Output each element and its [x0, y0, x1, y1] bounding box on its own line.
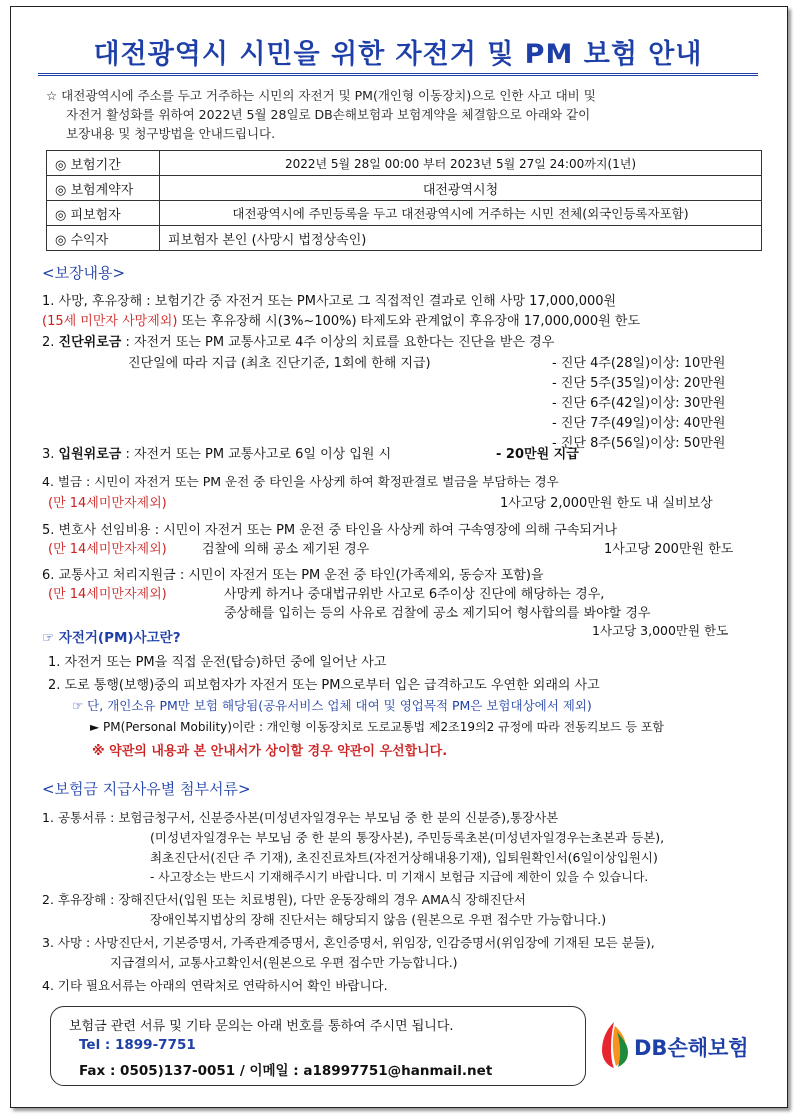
info-label: ◎ 보험기간 [47, 151, 160, 176]
db-insurance-logo [598, 1020, 768, 1070]
intro-paragraph [46, 86, 746, 143]
document-item: 최초진단서(진단 주 기재), 초진진료차트(자전거상해내용기재), 입퇴원확인서(6일이상입원시) [150, 850, 658, 865]
coverage-item: 6. 교통사고 처리지원금 : 시민이 자전거 또는 PM 운전 중 타인(가족제외, 동승자 포함)을 [42, 568, 544, 583]
coverage-text: 중상해를 입히는 등의 사유로 검찰에 공소 제기되어 형사합의를 봐야할 경우 [224, 606, 651, 621]
contact-tel[interactable]: Tel : 1899-7751 [79, 1037, 196, 1053]
coverage-text: : 자전거 또는 PM 교통사고로 6일 이상 입원 시 [121, 447, 392, 462]
diagnosis-tier: - 진단 8주(56일)이상: 50만원 [552, 436, 726, 451]
db-logo-icon [598, 1020, 632, 1070]
diagnosis-tier: - 진단 4주(28일)이상: 10만원 [552, 356, 726, 371]
coverage-text: 검찰에 의해 공소 제기된 경우 [202, 542, 370, 557]
contact-intro: 보험금 관련 서류 및 기타 문의는 아래 번호를 통하여 주시면 됩니다. [69, 1019, 454, 1034]
intro-line: ☆ 대전광역시에 주소를 두고 거주하는 시민의 자전거 및 PM(개인형 이동장치)으로 인한 사고 대비 및 [46, 88, 596, 103]
age-exclusion-note: (만 14세미만자제외) [48, 587, 167, 602]
item-number: 3. [42, 447, 59, 462]
item-title: 입원위로금 [58, 447, 122, 462]
document-item: 3. 사망 : 사망진단서, 기본증명서, 가족관계증명서, 혼인증명서, 위임장, 인감증명서(위임장에 기재된 모든 분들), [42, 935, 655, 950]
coverage-text: 진단일에 따라 지급 (최초 진단기준, 1회에 한해 지급) [128, 356, 431, 371]
pm-accident-heading: ☞ 자전거(PM)사고란? [42, 630, 181, 646]
age-exclusion-note: (만 14세미만자제외) [48, 542, 167, 557]
coverage-amount: 1사고당 3,000만원 한도 [592, 623, 729, 638]
info-value: 피보험자 본인 (사망시 법정상속인) [160, 226, 762, 251]
intro-line: 자전거 활성화를 위하여 2022년 5월 28일로 DB손해보험과 보험계약을 체결함으로 아래와 같이 [66, 107, 591, 122]
info-label: ◎ 수익자 [47, 226, 160, 251]
age-exclusion-note: (15세 미만자 사망제외) [42, 314, 178, 329]
info-value: 대전광역시청 [160, 176, 762, 201]
item-title: 진단위로금 [58, 335, 122, 350]
diagnosis-tier: - 진단 5주(35일)이상: 20만원 [552, 376, 726, 391]
insurance-info-table [46, 150, 762, 251]
coverage-amount: 1사고당 200만원 한도 [604, 542, 734, 557]
coverage-amount: - 20만원 지급 [496, 447, 579, 462]
info-value: 대전광역시에 주민등록을 두고 대전광역시에 거주하는 시민 전체(외국인등록자포함) [160, 201, 762, 226]
documents-heading: <보험금 지급사유별 첨부서류> [42, 780, 251, 798]
intro-line: 보장내용 및 청구방법을 안내드립니다. [66, 126, 276, 141]
table-row [47, 201, 762, 226]
info-value: 2022년 5월 28일 00:00 부터 2023년 5월 27일 24:00까지(1년) [160, 151, 762, 176]
document-item: 2. 후유장해 : 장해진단서(입원 또는 치료병원), 다만 운동장해의 경우 AMA식 장해진단서 [42, 892, 526, 907]
logo-text: DB손해보험 [634, 1036, 749, 1060]
age-exclusion-note: (만 14세미만자제외) [48, 496, 167, 511]
info-label: ◎ 보험계약자 [47, 176, 160, 201]
coverage-item: 5. 변호사 선임비용 : 시민이 자전거 또는 PM 운전 중 타인을 사상케 하여 구속영장에 의해 구속되거나 [42, 523, 618, 538]
coverage-item: 1. 사망, 후유장해 : 보험기간 중 자전거 또는 PM사고로 그 직접적인 결과로 인해 사망 17,000,000원 [42, 294, 617, 309]
document-item: 장애인복지법상의 장해 진단서는 해당되지 않음 (원본으로 우편 접수만 가능합니다.) [150, 912, 607, 927]
document-item: 4. 기타 필요서류는 아래의 연락처로 연락하시어 확인 바랍니다. [42, 978, 388, 993]
page-title: 대전광역시 시민을 위한 자전거 및 PM 보험 안내 [93, 39, 703, 70]
coverage-item: 4. 벌금 : 시민이 자전거 또는 PM 운전 중 타인을 사상케 하여 확정판결로 벌금을 부담하는 경우 [42, 474, 559, 489]
diagnosis-tier: - 진단 7주(49일)이상: 40만원 [552, 416, 726, 431]
coverage-text: : 자전거 또는 PM 교통사고로 4주 이상의 치료를 요한다는 진단을 받은 경우 [121, 335, 555, 350]
item-number: 2. [42, 335, 59, 350]
coverage-item [42, 310, 640, 329]
table-row [47, 151, 762, 176]
document-item: 지급결의서, 교통사고확인서(원본으로 우편 접수만 가능합니다.) [110, 955, 458, 970]
coverage-item [42, 331, 554, 350]
diagnosis-tier: - 진단 6주(42일)이상: 30만원 [552, 396, 726, 411]
coverage-item [42, 443, 391, 462]
coverage-text: 사망케 하거나 중대법규위반 사고로 6주이상 진단에 해당하는 경우, [224, 587, 605, 602]
document-item: (미성년자일경우는 부모님 중 한 분의 통장사본), 주민등록초본(미성년자일경우는초본과 등본), [150, 830, 665, 845]
coverage-text: 또는 후유장해 시(3%~100%) 타제도와 관계없이 후유장애 17,000,000원 한도 [177, 314, 641, 329]
pm-accident-item: 2. 도로 통행(보행)중의 피보험자가 자전거 또는 PM으로부터 입은 급격하고도 우연한 외래의 사고 [48, 678, 600, 693]
pm-accident-item: 1. 자전거 또는 PM을 직접 운전(탑승)하던 중에 일어난 사고 [48, 655, 387, 670]
pm-definition-note: ► PM(Personal Mobility)이란 : 개인형 이동장치로 도로교통법 제2조19의2 규정에 따라 전동킥보드 등 포함 [90, 720, 665, 734]
contact-fax-email[interactable]: Fax : 0505)137-0051 / 이메일 : a18997751@hanmail.net [79, 1063, 493, 1079]
contact-box [50, 1006, 586, 1086]
table-row [47, 226, 762, 251]
title-divider [38, 73, 758, 76]
document-item: 1. 공통서류 : 보험금청구서, 신분증사본(미성년자일경우는 부모님 중 한 분의 신분증),통장사본 [42, 810, 559, 825]
table-row [47, 176, 762, 201]
info-label: ◎ 피보험자 [47, 201, 160, 226]
terms-priority-note: ※ 약관의 내용과 본 안내서가 상이할 경우 약관이 우선합니다. [92, 744, 448, 759]
document-item: - 사고장소는 반드시 기재해주시기 바랍니다. 미 기재시 보험금 지급에 제한이 있을 수 있습니다. [150, 870, 649, 884]
pm-ownership-note: ☞ 단, 개인소유 PM만 보험 해당됨(공유서비스 업체 대여 및 영업목적 PM은 보험대상에서 제외) [72, 698, 592, 713]
coverage-amount: 1사고당 2,000만원 한도 내 실비보상 [500, 496, 713, 511]
coverage-heading: <보장내용> [42, 264, 126, 282]
